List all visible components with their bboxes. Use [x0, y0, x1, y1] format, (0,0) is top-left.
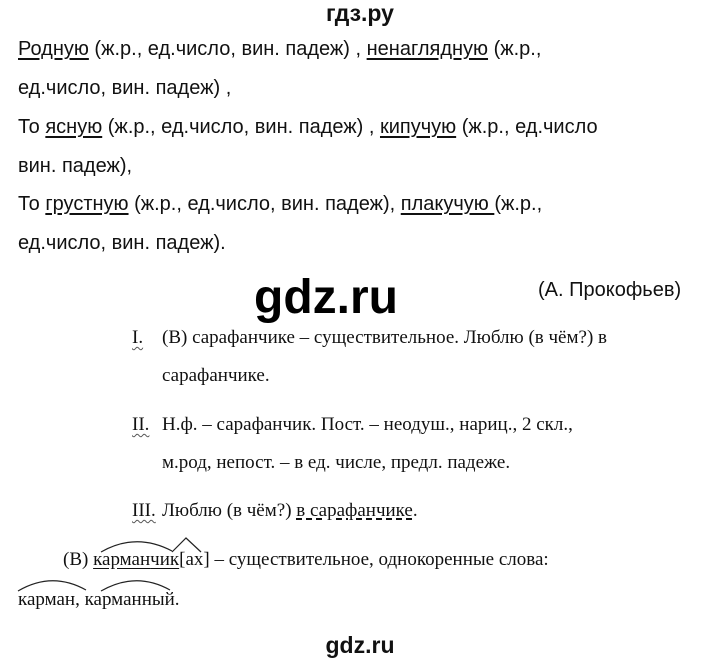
analysis-text: Люблю (в чём?) [162, 500, 297, 521]
poem-line-6: ед.число, вин. падеж). [18, 232, 226, 254]
site-footer: gdz.ru [325, 632, 395, 658]
grammar-note: (ж.р., ед.число, вин. падеж) , [102, 116, 380, 138]
underlined-word: ясную [45, 116, 103, 138]
word-suffix: чик [150, 549, 180, 570]
analysis-num-3 [132, 499, 156, 523]
related-word: карман [18, 589, 76, 610]
underlined-word: грустную [45, 193, 129, 215]
poem-text: То [18, 193, 46, 215]
grammar-note: (ж.р., ед.число [456, 116, 598, 138]
analysis-line: Н.ф. – сарафанчик. Пост. – неодуш., нариц., 2 скл., [162, 414, 573, 435]
analysis-text: . [412, 500, 418, 521]
roman-numeral: I. [132, 327, 144, 348]
grammar-note: (ж.р., ед.число, вин. падеж), [128, 193, 401, 215]
underlined-word: кипучую [379, 116, 457, 138]
poem-line-4: вин. падеж), [18, 155, 133, 177]
analysis-line: (В) сарафанчике – существительное. Люблю (в чём?) в [162, 327, 607, 348]
underlined-word: ненаглядную [366, 38, 489, 60]
analysis-text: (В) [63, 549, 94, 570]
site-header: гдз.ру [326, 0, 394, 26]
grammar-note: (ж.р., [494, 193, 543, 215]
separator: , [75, 589, 85, 610]
roman-numeral: III. [132, 500, 156, 521]
analyzed-word [93, 548, 179, 572]
word-ending: [ах] [179, 549, 210, 570]
word-analysis-line [63, 548, 549, 572]
poem-line-2: ед.число, вин. падеж) , [18, 77, 232, 99]
analysis-line: сарафанчике. [162, 365, 270, 386]
analysis-line: м.род, непост. – в ед. числе, предл. падеже. [162, 452, 511, 473]
grammar-note: (ж.р., ед.число, вин. падеж) , [88, 38, 367, 60]
dashed-phrase: в сарафанчике [296, 500, 413, 521]
related-words-line [18, 588, 180, 612]
analysis-num-1 [132, 326, 143, 350]
analysis-text: – существительное, однокоренные слова: [209, 549, 549, 570]
poem-line-3 [18, 115, 598, 139]
roman-numeral: II. [132, 414, 150, 435]
poem-text: То [18, 116, 46, 138]
poem-line-5 [18, 192, 542, 216]
grammar-note: (ж.р., [488, 38, 542, 60]
poem-author: (А. Прокофьев) [538, 279, 682, 301]
poem-line-1 [18, 37, 541, 61]
underlined-word: Родную [18, 38, 89, 60]
watermark: gdz.ru [254, 271, 398, 324]
related-word: карман [84, 589, 142, 610]
underlined-word: плакучую [400, 193, 495, 215]
analysis-line [162, 499, 418, 523]
related-word-ending: ный. [141, 589, 180, 610]
analysis-num-2 [132, 413, 149, 437]
word-root: карман [93, 549, 151, 570]
